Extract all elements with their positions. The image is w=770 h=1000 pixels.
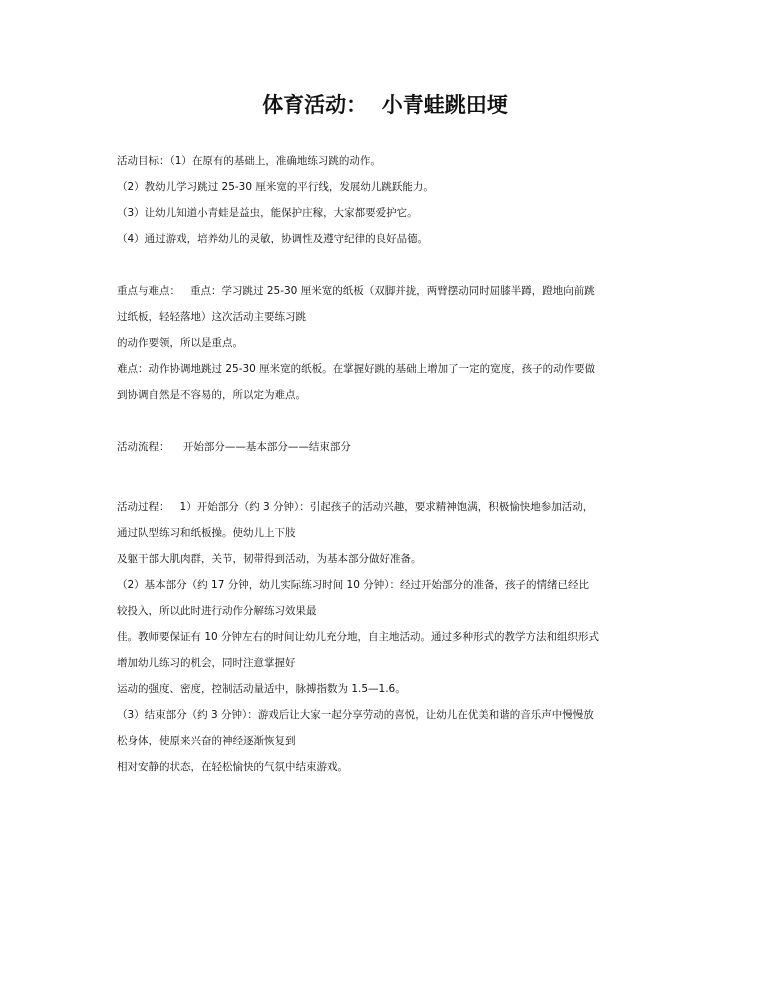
- process-line-9: （3）结束部分（约 3 分钟）：游戏后让大家一起分享劳动的喜悦，让幼儿在优美和谐的音乐声中慢慢放: [117, 709, 594, 721]
- flow-line: 活动流程： 开始部分——基本部分——结束部分: [117, 441, 351, 453]
- process-line-11: 相对安静的状态，在轻松愉快的气氛中结束游戏。: [117, 761, 348, 773]
- goal-line-2: （2）教幼儿学习跳过 25-30 厘米宽的平行线，发展幼儿跳跃能力。: [117, 181, 434, 193]
- process-line-2: 通过队型练习和纸板操。使幼儿上下肢: [117, 527, 296, 539]
- difficulty-line-1: 难点：动作协调地跳过 25-30 厘米宽的纸板。在掌握好跳的基础上增加了一定的宽度，孩子的动作要做: [117, 363, 596, 375]
- key-point-line-1: 重点与难点： 重点：学习跳过 25-30 厘米宽的纸板（双脚并拢，两臂摆动同时屈膝半蹲，蹬地向前跳: [117, 285, 595, 297]
- document-title: 体育活动： 小青蛙跳田埂: [262, 92, 508, 117]
- spacer: [117, 252, 657, 278]
- key-point-line-2: 过纸板，轻轻落地）这次活动主要练习跳: [117, 311, 306, 323]
- process-line-3: 及躯干部大肌肉群，关节，韧带得到活动，为基本部分做好准备。: [117, 553, 422, 565]
- spacer: [117, 460, 657, 494]
- document-body: [117, 148, 657, 780]
- process-line-8: 运动的强度、密度，控制活动量适中，脉搏指数为 1.5—1.6。: [117, 683, 406, 695]
- process-line-5: 较投入，所以此时进行动作分解练习效果最: [117, 605, 317, 617]
- process-line-4: （2）基本部分（约 17 分钟，幼儿实际练习时间 10 分钟）：经过开始部分的准备，孩子的情绪已经比: [117, 579, 590, 591]
- goal-line-3: （3）让幼儿知道小青蛙是益虫，能保护庄稼，大家都要爱护它。: [117, 207, 418, 219]
- process-line-7: 增加幼儿练习的机会，同时注意掌握好: [117, 657, 296, 669]
- key-point-line-3: 的动作要领，所以是重点。: [117, 337, 243, 349]
- spacer: [117, 408, 657, 434]
- goal-line-4: （4）通过游戏，培养幼儿的灵敏，协调性及遵守纪律的良好品德。: [117, 233, 429, 245]
- process-line-10: 松身体，使原来兴奋的神经逐渐恢复到: [117, 735, 296, 747]
- difficulty-line-2: 到协调自然是不容易的，所以定为难点。: [117, 389, 306, 401]
- process-line-6: 佳。教师要保证有 10 分钟左右的时间让幼儿充分地，自主地活动。通过多种形式的教学方法和组织形式: [117, 631, 600, 643]
- process-line-1: 活动过程： 1）开始部分（约 3 分钟）：引起孩子的活动兴趣，要求精神饱满，积极愉快地参加活动，: [117, 501, 594, 513]
- goal-line-1: 活动目标：（1）在原有的基础上，准确地练习跳的动作。: [117, 155, 381, 167]
